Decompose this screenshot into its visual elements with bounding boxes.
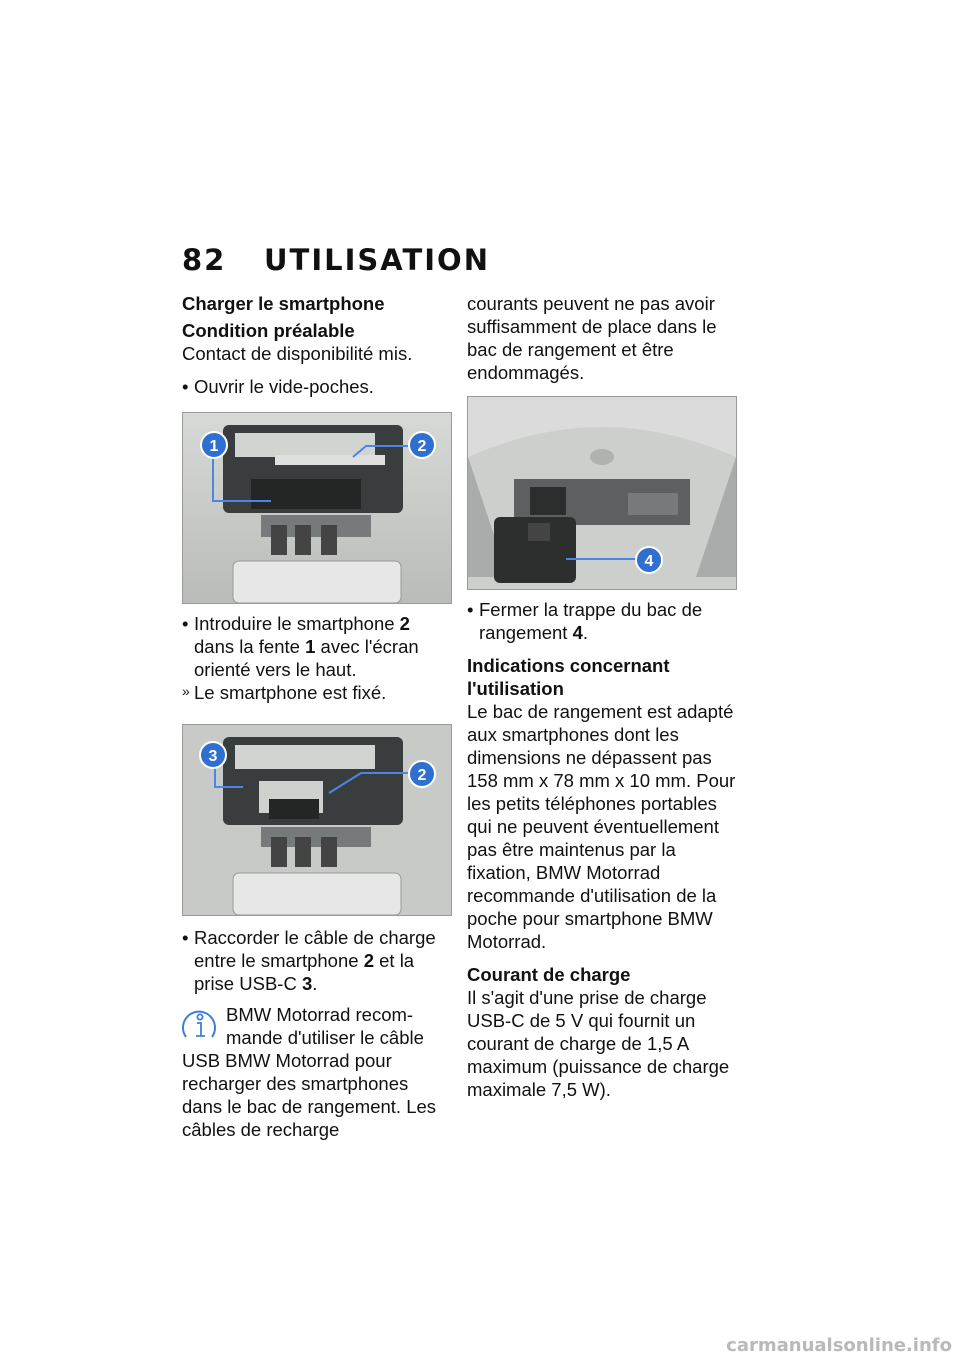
note-text: BMW Motorrad recommande d'utiliser le câble USB BMW Motorrad pour recharger des smartphones dans le bac de rangement. Les câbles de recharge [182,1004,437,1140]
heading-charger: Charger le smartphone [182,293,385,314]
note-block [182,1003,444,1141]
result-phone-fixed: » Le smartphone est fixé. [182,681,444,704]
note-continuation: courants peuvent ne pas avoir suffisamment de place dans le bac de rangement et être endommagés. [467,293,717,383]
charge-current-text: Il s'agit d'une prise de charge USB-C de 5 V qui fournit un courant de charge de 1,5 A maximum (puissance de charge maximale 7,5 W). [467,987,730,1100]
condition-text: Contact de disponibilité mis. [182,343,413,364]
right-column [467,292,742,1101]
figure-phone-insert [182,412,452,604]
heading-usage: Indications concernant l'utilisation [467,655,670,699]
figure-cable-connect [182,724,452,916]
heading-charge-current: Courant de charge [467,964,631,985]
left-column [182,292,444,1141]
callout-1: 1 [209,438,219,455]
step-connect-cable: • Raccorder le câble de charge entre le smartphone 2 et la prise USB-C 3. [182,926,444,995]
section-title: UTILISATION [264,243,490,277]
usage-text: Le bac de rangement est adapté aux smartphones dont les dimensions ne dépassent pas 158 mm x 78 mm x 10 mm. Pour les petits téléphones portables qui ne peuvent éventuellement pas être maintenus par la fixation, BMW Motorrad recommande d'utilisation de la poche pour smartphone BMW Motorrad. [467,701,736,952]
step-insert-phone: • Introduire le smartphone 2 dans la fente 1 avec l'écran orienté vers le haut. [182,612,444,681]
callout-2: 2 [417,438,427,455]
figure-close-tray [467,396,737,590]
callout-2b: 2 [417,767,427,784]
page-title [182,240,490,280]
info-icon [182,1007,218,1043]
watermark: carmanualsonline.info [726,1335,952,1356]
step-open-tray: • Ouvrir le vide-poches. [182,375,444,398]
callout-4: 4 [644,553,654,570]
step-close-tray: • Fermer la trappe du bac de rangement 4. [467,598,742,644]
callout-3: 3 [208,748,218,765]
page-number: 82 [182,243,227,277]
heading-condition: Condition préalable [182,320,355,341]
